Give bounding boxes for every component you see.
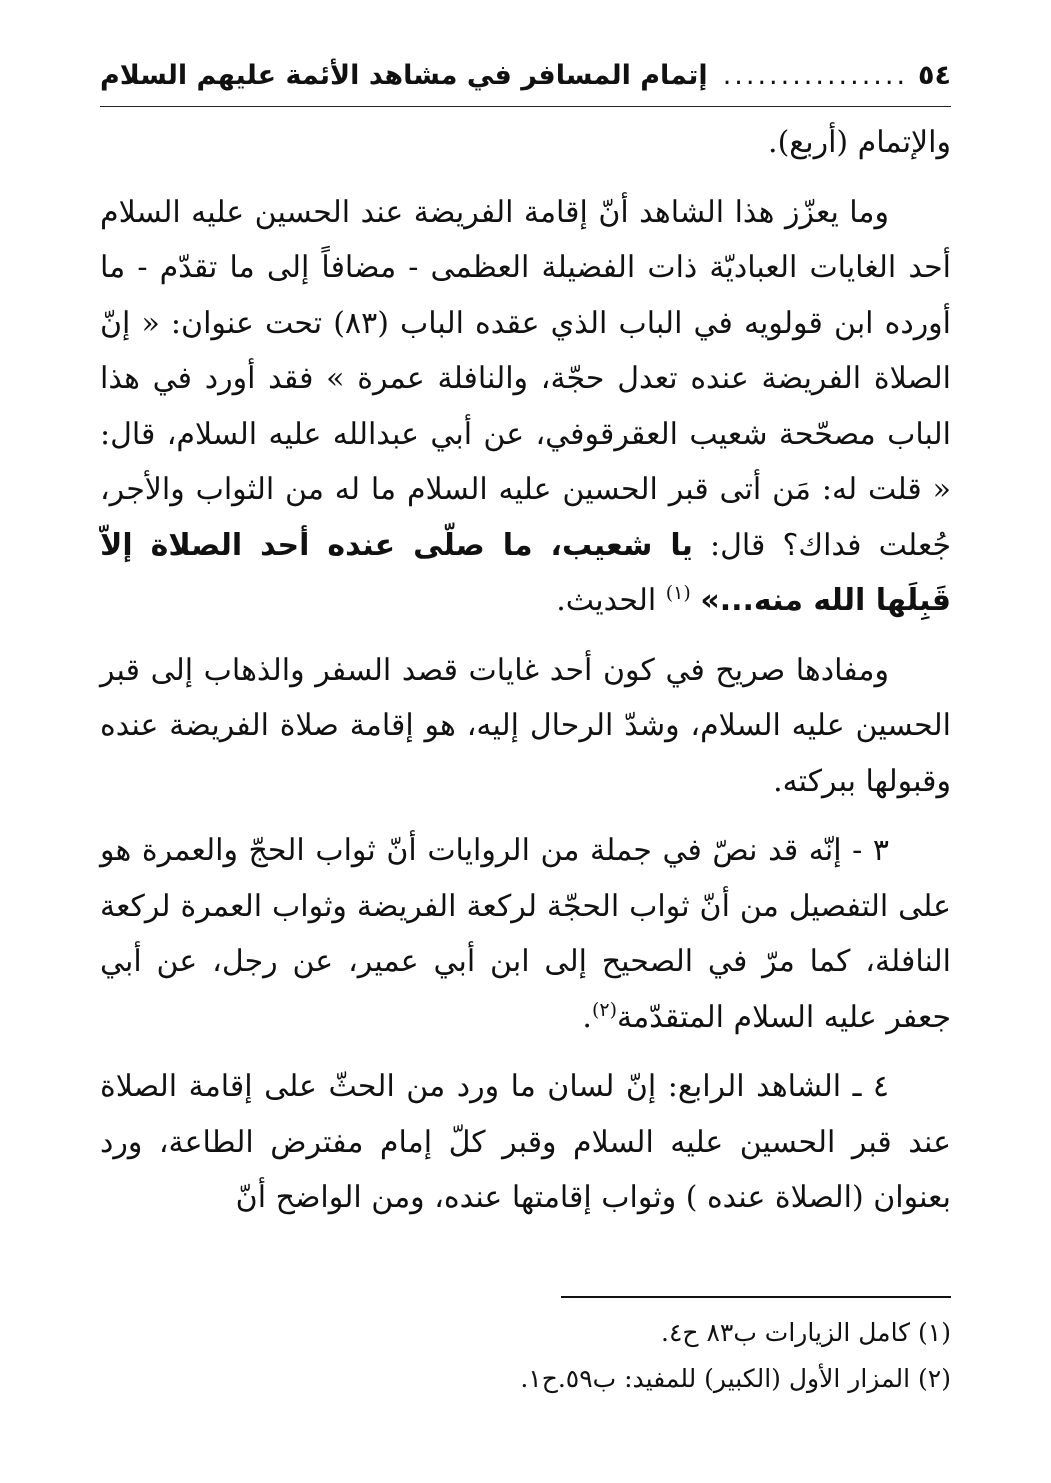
page-number: ٥٤ [918,59,951,91]
paragraph: ٤ ـ الشاهد الرابع: إنّ لسان ما ورد من الحثّ على إقامة الصلاة عند قبر الحسين عليه السلام وقبر كلّ إمام مفترض الطاعة، ورد بعنوان (الصلاة عنده ) وثواب إقامتها عنده، ومن الواضح أنّ [100,1069,951,1215]
header-dot-leader [718,60,908,91]
paragraph: ومفادها صريح في كون أحد غايات قصد السفر والذهاب إلى قبر الحسين عليه السلام، وشدّ الرحال إليه، هو إقامة صلاة الفريضة عنده وقبولها ببركته. [100,652,951,799]
main-text [100,115,951,1226]
running-title: إتمام المسافر في مشاهد الأئمة عليهم السلام [100,59,708,91]
paragraph: والإتمام (أربع). [768,125,951,160]
paragraph: ٣ - إنّه قد نصّ في جملة من الروايات أنّ ثواب الحجّ والعمرة هو على التفصيل من أنّ ثواب الحجّة لركعة الفريضة وثواب العمرة لركعة النافلة، كما مرّ في الصحيح إلى ابن أبي عمير، عن رجل، عن أبي جعفر عليه السلام المتقدّمة$^{(٢)}$. [100,833,951,1035]
footnote-ref[interactable]: (١) [665,582,691,604]
paragraph: وما يعزّز هذا الشاهد أنّ إقامة الفريضة عند الحسين عليه السلام أحد الغايات العباديّة ذات الفضيلة العظمى - مضافاً إلى ما تقدّم - ما أورده ابن قولويه في الباب الذي عقده الباب (٨٣) تحت عنوان: « إنّ الصلاة الفريضة عنده تعدل حجّة، والنافلة عمرة » فقد أورد في هذا الباب مصحّحة شعيب العقرقوفي، عن أبي عبدالله عليه السلام، قال: « قلت له: مَن أتى قبر الحسين عليه السلام ما له من الثواب والأجر، جُعلت فداك؟ قال: يا شعيب، ما صلّى عنده أحد الصلاة إلاّ قَبِلَها الله منه...» $^{(١)}$ الحديث. [100,194,952,618]
footnote-divider [561,1296,951,1298]
running-header [100,44,951,107]
footnote: (٢) المزار الأول (الكبير) للمفيد: ب٥٩.ح١. [520,1364,951,1393]
footnotes [100,1296,951,1402]
footnote: (١) كامل الزيارات ب٨٣ ح٤. [660,1318,951,1347]
quoted-hadith-bold: يا شعيب، ما صلّى عنده أحد الصلاة إلاّ قَبِلَها الله منه...» [100,527,951,618]
footnote-ref[interactable]: (٢) [591,998,618,1021]
